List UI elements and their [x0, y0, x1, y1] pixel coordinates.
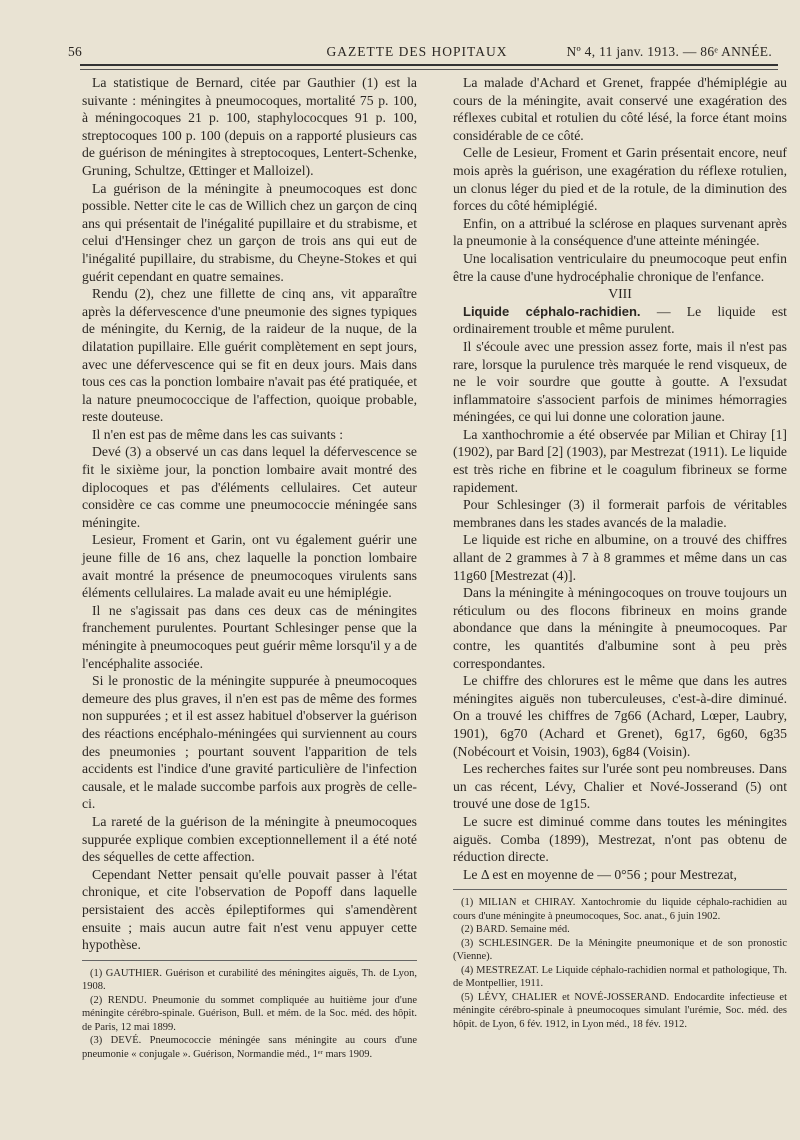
paragraph: La xanthochromie a été observée par Milian et Chiray [1] (1902), par Bard [2] (1903), par Mestrezat (1911). Le liquide est très riche en fibrine et le coagulum fibrineux se forme rapidement. — [453, 426, 787, 495]
paragraph: Dans la méningite à méningocoques on trouve toujours un réticulum ou des flocons fibrineux en moins grande abondance que dans la méningite à pneumocoques. Par contre, les quantités d'albumine sont à peu près correspondantes. — [453, 585, 787, 671]
paragraph: Le chiffre des chlorures est le même que dans les autres méningites aiguës non tuberculeuses, c'est-à-dire diminué. On a trouvé les chiffres de 7g66 (Achard, Lœper, Laubry, 1901), 6g70 (Achard et Grenet), 6g17, 6g60, 6g35 (Nobécourt et Voisin, 1903), 6g84 (Voisin). — [453, 673, 787, 759]
footnotes-left — [82, 967, 417, 1062]
left-column — [82, 74, 417, 1061]
page-number: 56 — [68, 44, 83, 59]
footnote: (1) GAUTHIER. Guérison et curabilité des méningites aiguës, Th. de Lyon, 1908. — [82, 967, 417, 993]
paragraph: Il n'en est pas de même dans les cas suivants : — [92, 426, 344, 442]
paragraph: Si le pronostic de la méningite suppurée à pneumocoques demeure des plus graves, il n'en est pas de même des formes non suppurées ; et il est assez habituel d'observer la guérison des réactions encéphalo-méningées qui surviennent au cours des pneumonies ; pourtant souvent l'apparition de tels accidents est l'indice d'une gravité particulière de l'infection causale, et le malade succombe parfois aux progrès de celle-ci. — [82, 673, 417, 812]
footnotes-right — [453, 896, 787, 1031]
paragraph: Il ne s'agissait pas dans ces deux cas de méningites franchement purulentes. Pourtant Schlesinger pense que la méningite à pneumocoques peut guérir même lorsqu'il y a de l'encéphalite associée. — [82, 602, 417, 671]
footnote: (4) MESTREZAT. Le Liquide céphalo-rachidien normal et pathologique, Th. de Montpellier, 1911. — [453, 964, 787, 990]
paragraph: Rendu (2), chez une fillette de cinq ans, vit apparaître après la défervescence d'une pneumonie des signes typiques de méningite, du Kernig, de la raideur de la nuque, de la dilatation pupillaire. Elle guérit complètement en sept jours, avec une défervescence qui se fit en deux jours. Mais dans tous ces cas la ponction lombaire n'avait pas été pratiquée, et la nature pneumococcique de l'affection, quoique probable, reste douteuse. — [82, 286, 417, 425]
footnote: (2) BARD. Semaine méd. — [461, 924, 570, 936]
paragraph: La malade d'Achard et Grenet, frappée d'hémiplégie au cours de la méningite, avait conservé une exagération des réflexes cubital et rotulien du côté lésé, la force étant moins considérable de ce côté. — [453, 75, 787, 143]
section-subhead: Liquide céphalo-rachidien. — [463, 303, 641, 319]
paragraph: Une localisation ventriculaire du pneumocoque peut enfin être la cause d'une hydrocéphalie chronique de l'enfance. — [453, 250, 787, 284]
section-number: VIII — [608, 286, 632, 302]
paragraph: Le liquide est riche en albumine, on a trouvé des chiffres allant de 2 grammes à 7 à 8 grammes et même dans un cas 11g60 [Mestrezat (4)]. — [453, 532, 787, 583]
right-column — [453, 74, 787, 1031]
paragraph: Le sucre est diminué comme dans toutes les méningites aiguës. Comba (1899), Mestrezat, n'ont pas obtenu de réduction directe. — [453, 813, 787, 865]
paragraph: Cependant Netter pensait qu'elle pouvait passer à l'état chronique, et cite l'observation de Popoff dans laquelle persistaient des accès épileptiformes qui s'amendèrent ensuite ; mais aucun autre fait n'est venu appuyer cette hypothèse. — [82, 866, 417, 953]
paragraph: La statistique de Bernard, citée par Gauthier (1) est la suivante : méningites à pneumocoques, mortalité 75 p. 100, à méningocoques 21 p. 100, staphylococques 91 p. 100, streptocoques 100 p. 100 (depuis on a rapporté plusieurs cas de guérison de méningites à streptocoques, Lentert-Schenke, Gruning, Schultze, Œttinger et Malloizel). — [82, 75, 417, 178]
footnote: (1) MILIAN et CHIRAY. Xantochromie du liquide céphalo-rachidien au cours d'une méningite à pneumocoques, Soc. anat., 6 juin 1902. — [453, 897, 787, 922]
section-intro-text: — Le liquide est ordinairement trouble et même purulent. — [453, 303, 787, 337]
paragraph: Enfin, on a attribué la sclérose en plaques survenant après la pneumonie à la conséquence d'une atteinte méningée. — [453, 215, 787, 249]
footnote: (3) SCHLESINGER. De la Méningite pneumonique et de son pronostic (Vienne). — [453, 937, 787, 963]
running-header — [52, 38, 782, 62]
section-intro — [453, 303, 787, 338]
paragraph: Le Δ est en moyenne de — 0°56 ; pour Mestrezat, — [463, 866, 737, 882]
paragraph: Les recherches faites sur l'urée sont peu nombreuses. Dans un cas récent, Lévy, Chalier et Nové-Josserand (5) ont trouvé une dose de 1g15. — [453, 761, 787, 812]
paragraph: Devé (3) a observé un cas dans lequel la défervescence se fit le sixième jour, la ponction lombaire avait montré des diplocoques et pas d'éléments cellulaires. Cet auteur considère ce cas comme une pneumococcie méningée sans méningite. — [82, 444, 417, 530]
footnote-separator — [82, 960, 417, 961]
header-rule-thin — [80, 69, 778, 70]
paragraph: Il s'écoule avec une pression assez forte, mais il n'est pas rare, lorsque la purulence très marquée le rend visqueux, de ne le voir sourdre que goutte à goutte. A l'exsudat inflammatoire s'associent parfois de minimes hémorragies méningées, ce qui lui donne une coloration jaune. — [453, 338, 787, 425]
paragraph: Pour Schlesinger (3) il formerait parfois de véritables membranes dans les stades avancés de la maladie. — [453, 497, 787, 530]
paragraph: La rareté de la guérison de la méningite à pneumocoques suppurée explique combien exceptionnellement il a été noté des séquelles de cette affection. — [82, 813, 417, 865]
paragraph: Lesieur, Froment et Garin, ont vu également guérir une jeune fille de 16 ans, chez laquelle la ponction lombaire avait montré la présence de pneumocoques virulents sans éléments cellulaires. La malade avait eu une hémiplégie. — [82, 532, 417, 601]
footnote: (5) LÉVY, CHALIER et NOVÉ-JOSSERAND. Endocardite infectieuse et méningite cérébro-spinale à pneumocoques simulant l'urémie, Soc. méd. des hôpit. de Lyon, 6 fév. 1912, in Lyon méd., 18 fév. 1912. — [453, 991, 787, 1030]
footnote-separator — [453, 889, 787, 890]
issue-info: Nº 4, 11 janv. 1913. — 86ᵉ ANNÉE. — [566, 44, 772, 59]
header-rule — [80, 64, 778, 66]
paragraph: La guérison de la méningite à pneumocoques est donc possible. Netter cite le cas de Willich chez un garçon de cinq ans qui présentait de l'inégalité pupillaire et du strabisme, et celui d'Hensinger chez un garçon de trois ans qui eut de l'inégalité pupillaire, du strabisme, du Cheyne-Stokes et qui guérit cependant en quatre semaines. — [82, 180, 417, 284]
paragraph: Celle de Lesieur, Froment et Garin présentait encore, neuf mois après la guérison, une exagération du réflexe rotulien, un clonus léger du pied et de la rotule, de la diminution des forces du côté hémiplégié. — [453, 145, 787, 214]
footnote: (2) RENDU. Pneumonie du sommet compliquée au huitième jour d'une méningite cérébro-spinale. Guérison, Bull. et mém. de la Soc. méd. des hôpit. de Paris, 12 mai 1899. — [82, 994, 417, 1033]
journal-title: GAZETTE DES HOPITAUX — [326, 44, 508, 59]
footnote: (3) DEVÉ. Pneumococcie méningée sans méningite au cours d'une pneumonie « conjugale ». Guérison, Normandie méd., 1ᵉʳ mars 1909. — [82, 1035, 417, 1060]
